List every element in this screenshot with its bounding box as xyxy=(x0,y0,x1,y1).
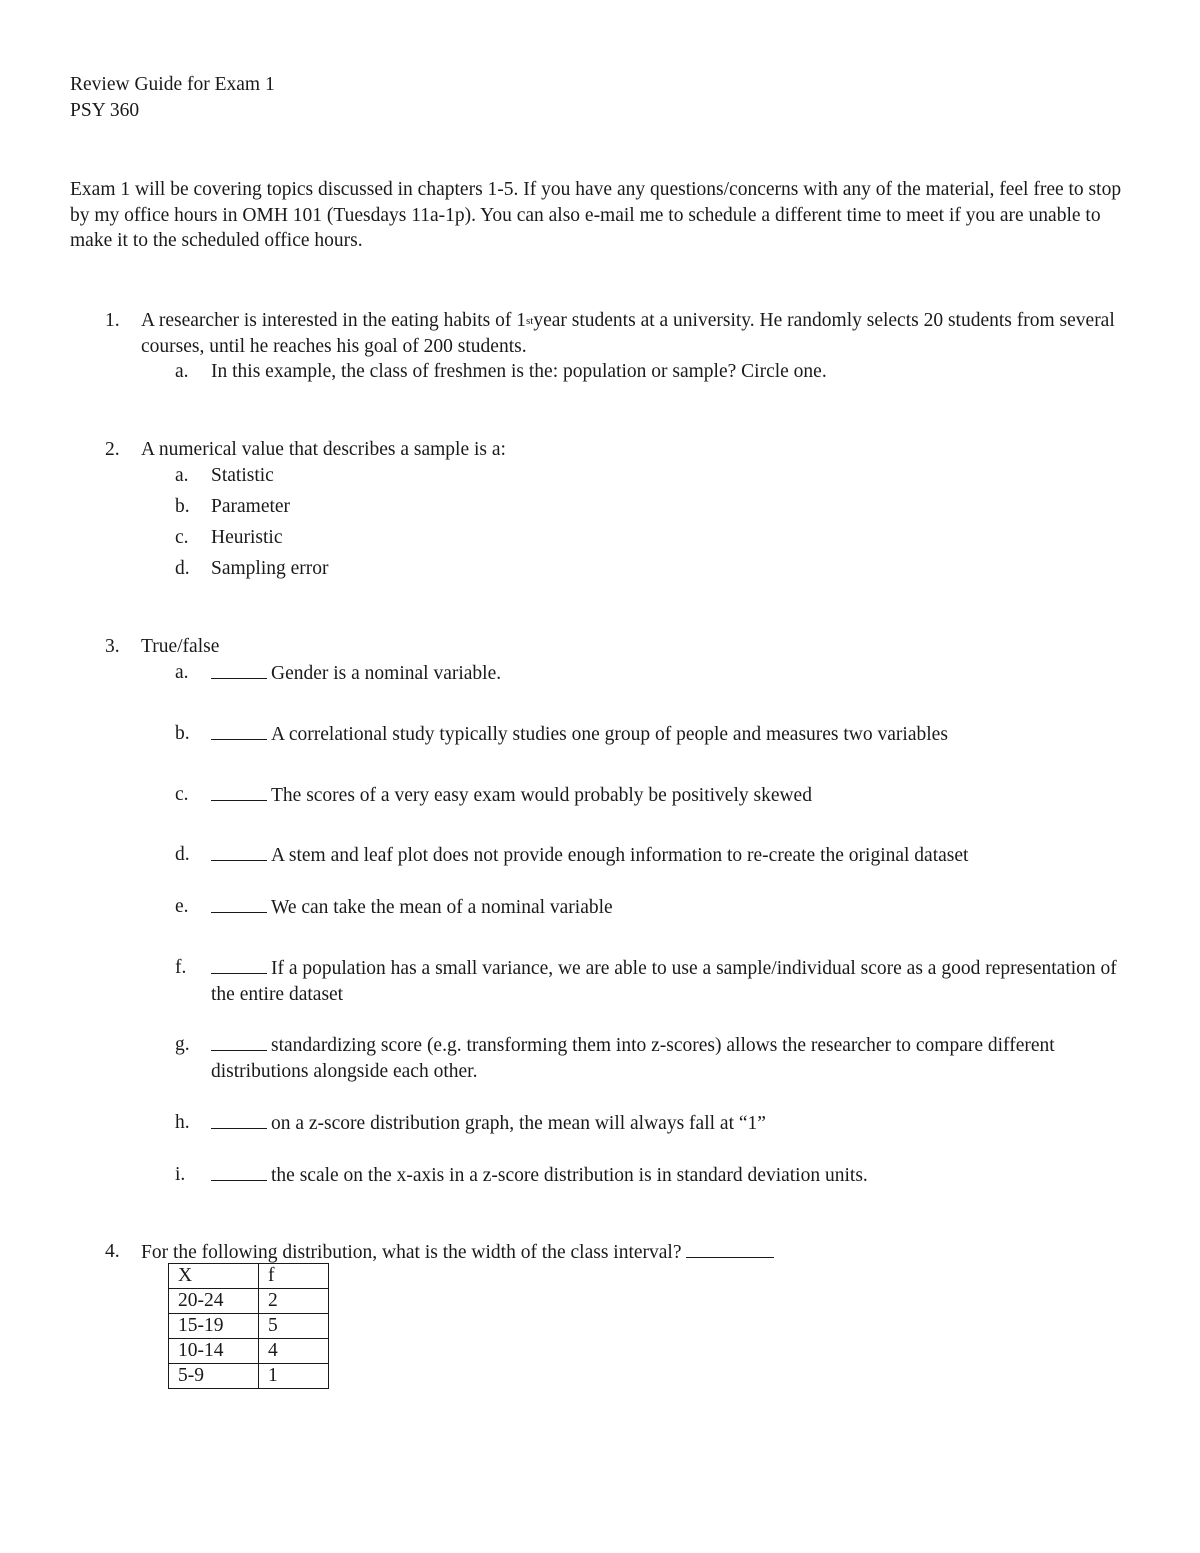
option-label: d. xyxy=(175,558,190,579)
tf-item xyxy=(211,1110,1131,1137)
question-text-part: year students at a university. He randomly selects 20 students from several courses, until he reaches his goal of 200 students. xyxy=(141,310,1115,357)
tf-item-text: Gender is a nominal variable. xyxy=(271,663,502,684)
table-cell: 10-14 xyxy=(169,1339,259,1364)
table-row xyxy=(169,1339,329,1364)
tf-item-text: We can take the mean of a nominal variable xyxy=(271,897,613,918)
tf-item-text: A stem and leaf plot does not provide enough information to re-create the original dataset xyxy=(271,845,969,866)
answer-blank[interactable] xyxy=(211,1162,267,1181)
tf-item xyxy=(211,782,1131,809)
table-cell: 15-19 xyxy=(169,1314,259,1339)
table-cell: 1 xyxy=(259,1364,329,1389)
ordinal-suffix: st xyxy=(526,315,534,327)
tf-item-label: e. xyxy=(175,896,189,917)
option-text: Statistic xyxy=(211,465,274,486)
tf-item-text: A correlational study typically studies one group of people and measures two variables xyxy=(271,724,948,745)
answer-blank[interactable] xyxy=(211,894,267,913)
answer-blank[interactable] xyxy=(211,782,267,801)
tf-item xyxy=(211,894,1131,921)
tf-item xyxy=(211,842,1131,869)
option-text: Parameter xyxy=(211,496,291,517)
question-text: True/false xyxy=(141,636,220,657)
option-label: b. xyxy=(175,496,190,517)
table-header-row xyxy=(169,1264,329,1289)
tf-item-text: standardizing score (e.g. transforming them into z-scores) allows the researcher to compare different distributions alongside each other. xyxy=(211,1035,1055,1082)
question-number: 2. xyxy=(105,439,120,460)
tf-item xyxy=(211,955,1131,1007)
question-number: 1. xyxy=(105,310,120,331)
question-text xyxy=(141,1239,1131,1266)
tf-item-label: h. xyxy=(175,1112,190,1133)
tf-item-label: f. xyxy=(175,957,187,978)
sub-item-text: In this example, the class of freshmen is the: population or sample? Circle one. xyxy=(211,361,827,382)
answer-blank[interactable] xyxy=(211,1110,267,1129)
intro-paragraph: Exam 1 will be covering topics discussed in chapters 1-5. If you have any questions/concerns with any of the material, feel free to stop by my office hours in OMH 101 (Tuesdays 11a-1p). You can also e-mail me to schedule a different time to meet if you are unable to make it to the scheduled office hours. xyxy=(70,179,1122,251)
tf-item-label: d. xyxy=(175,844,190,865)
table-header-cell: X xyxy=(169,1264,259,1289)
table-cell: 5 xyxy=(259,1314,329,1339)
table-cell: 5-9 xyxy=(169,1364,259,1389)
table-row xyxy=(169,1364,329,1389)
sub-item-label: a. xyxy=(175,361,189,382)
course-code: PSY 360 xyxy=(70,99,140,121)
tf-item xyxy=(211,660,1131,687)
frequency-table xyxy=(168,1263,329,1389)
tf-item xyxy=(211,1032,1131,1084)
option-text: Sampling error xyxy=(211,558,329,579)
tf-item-label: c. xyxy=(175,784,189,805)
question-text: A numerical value that describes a sample is a: xyxy=(141,439,506,460)
table-row xyxy=(169,1289,329,1314)
tf-item-text: The scores of a very easy exam would probably be positively skewed xyxy=(271,785,812,806)
tf-item-label: g. xyxy=(175,1034,190,1055)
document-title: Review Guide for Exam 1 xyxy=(70,74,275,95)
tf-item xyxy=(211,1162,1131,1189)
question-text-part: A researcher is interested in the eating habits of 1 xyxy=(141,310,526,331)
option-label: a. xyxy=(175,465,189,486)
tf-item-label: a. xyxy=(175,662,189,683)
question-number: 3. xyxy=(105,636,120,657)
question-number: 4. xyxy=(105,1241,120,1262)
answer-blank[interactable] xyxy=(211,955,267,974)
question-text xyxy=(141,308,1131,359)
table-row xyxy=(169,1314,329,1339)
answer-blank[interactable] xyxy=(211,721,267,740)
tf-item-label: i. xyxy=(175,1164,186,1185)
option-label: c. xyxy=(175,527,189,548)
tf-item-text: If a population has a small variance, we are able to use a sample/individual score as a good representation of the entire dataset xyxy=(211,958,1117,1005)
tf-item-label: b. xyxy=(175,723,190,744)
answer-blank[interactable] xyxy=(686,1239,774,1258)
table-cell: 4 xyxy=(259,1339,329,1364)
table-header-cell: f xyxy=(259,1264,329,1289)
answer-blank[interactable] xyxy=(211,842,267,861)
tf-item-text: the scale on the x-axis in a z-score distribution is in standard deviation units. xyxy=(271,1165,868,1186)
tf-item-text: on a z-score distribution graph, the mean will always fall at “1” xyxy=(271,1113,766,1134)
option-text: Heuristic xyxy=(211,527,283,548)
document-header xyxy=(70,72,275,123)
tf-item xyxy=(211,721,1131,748)
answer-blank[interactable] xyxy=(211,660,267,679)
question-text-part: For the following distribution, what is the width of the class interval? xyxy=(141,1242,682,1263)
table-cell: 20-24 xyxy=(169,1289,259,1314)
answer-blank[interactable] xyxy=(211,1032,267,1051)
table-cell: 2 xyxy=(259,1289,329,1314)
